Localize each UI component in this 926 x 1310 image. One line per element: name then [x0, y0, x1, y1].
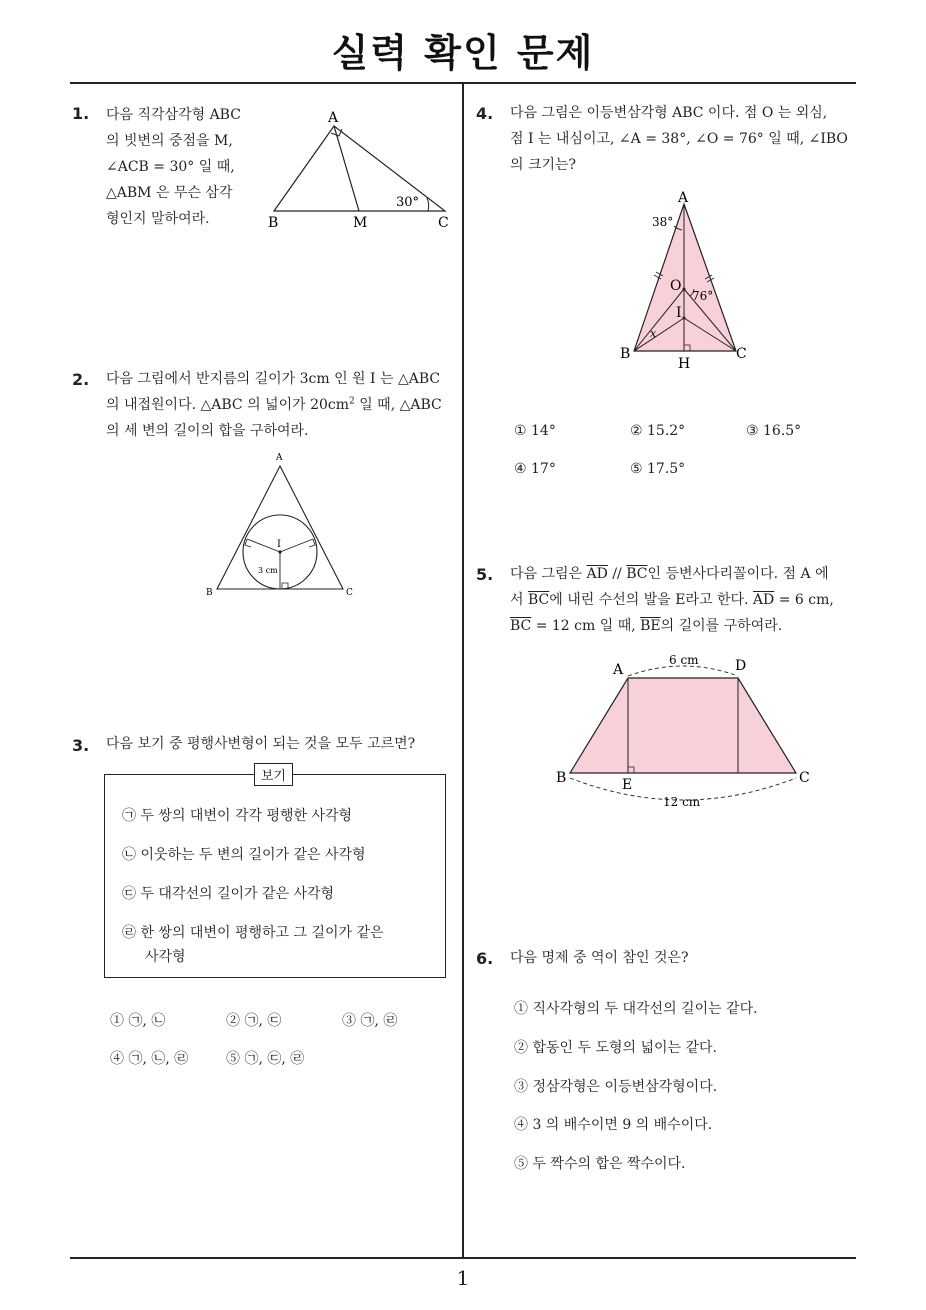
q2-line: 의 세 변의 길이의 합을 구하여라.	[106, 423, 309, 439]
q5-line	[510, 561, 860, 587]
q6-choice-2[interactable]: ② 합동인 두 도형의 넓이는 같다.	[514, 1040, 717, 1056]
q2-incircle-figure	[200, 452, 360, 598]
q5-label-b: B	[556, 770, 567, 786]
q5-segment-be: $\overline{BE}$	[640, 618, 661, 634]
q5-label-a: A	[613, 662, 624, 678]
q4-label-i: I	[676, 305, 682, 321]
q2-text	[106, 366, 456, 444]
bogi-item: 사각형	[145, 949, 186, 965]
q2-label-c: C	[346, 588, 353, 598]
q2-superscript: 2	[349, 396, 355, 407]
q5-text-part: 의 길이를 구하여라.	[660, 618, 783, 634]
q2-label-i: I	[277, 539, 281, 550]
q4-number: 4.	[476, 104, 494, 123]
q1-label-c: C	[438, 215, 449, 230]
column-divider	[462, 84, 464, 1257]
q2-label-b: B	[206, 588, 213, 598]
q4-isosceles-figure	[614, 186, 764, 376]
q4-label-c: C	[736, 346, 747, 362]
q5-line	[510, 613, 860, 639]
q2-line2-tail: 일 때, △ABC	[354, 397, 442, 413]
q6-number: 6.	[476, 949, 494, 968]
q5-segment-bc: $\overline{BC}$	[626, 566, 648, 582]
q1-number: 1.	[72, 104, 90, 123]
q6-choice-1[interactable]: ① 직사각형의 두 대각선의 길이는 같다.	[514, 1001, 758, 1017]
q3-number: 3.	[72, 736, 90, 755]
q5-text-part: = 12 cm 일 때,	[531, 618, 641, 634]
bogi-item: ㉢ 두 대각선의 길이가 같은 사각형	[122, 886, 335, 902]
q3-text: 다음 보기 중 평행사변형이 되는 것을 모두 고르면?	[106, 736, 416, 752]
q6-text: 다음 명제 중 역이 참인 것은?	[510, 950, 689, 966]
q4-choice-2[interactable]: ② 15.2°	[630, 423, 686, 439]
q5-text-part: 인 등변사다리꼴이다. 점 A 에	[647, 566, 829, 582]
q5-segment-ad: $\overline{AD}$	[586, 566, 608, 582]
q5-label-c: C	[799, 770, 810, 786]
q4-angle-x: x	[650, 327, 657, 340]
q1-label-m: M	[353, 215, 368, 230]
q1-angle-label: 30°	[396, 195, 420, 210]
q5-segment-ad: $\overline{AD}$	[752, 592, 775, 608]
q4-angle-o: 76°	[692, 289, 714, 303]
q5-bottom-length: 12 cm	[663, 795, 701, 809]
q5-text	[510, 561, 860, 639]
q5-text-part: 다음 그림은	[510, 566, 587, 582]
q5-segment-bc: $\overline{BC}$	[510, 618, 532, 634]
page-number: 1	[456, 1266, 470, 1290]
q4-label-o: O	[670, 278, 682, 294]
q5-top-length: 6 cm	[669, 653, 699, 667]
q2-label-a: A	[276, 453, 283, 463]
q2-line2-main: 의 내접원이다. △ABC 의 넓이가 20cm	[106, 397, 350, 413]
q2-radius-label: 3 cm	[258, 566, 278, 575]
q1-label-a: A	[328, 110, 339, 126]
q5-text-part: 에 내린 수선의 발을 E라고 한다.	[549, 592, 753, 608]
q1-line: △ABM 은 무슨 삼각	[106, 185, 233, 201]
bogi-item: ㉠ 두 쌍의 대변이 각각 평행한 사각형	[122, 808, 353, 824]
q4-label-a: A	[678, 190, 689, 206]
bottom-rule	[70, 1257, 856, 1259]
q6-choice-5[interactable]: ⑤ 두 짝수의 합은 짝수이다.	[514, 1156, 686, 1172]
page-title: 실력 확인 문제	[331, 31, 595, 75]
q3-choice-2[interactable]: ② ㉠, ㉢	[226, 1013, 282, 1029]
q5-trapezoid-figure	[552, 650, 822, 810]
bogi-label: 보기	[254, 763, 293, 786]
q3-choice-1[interactable]: ① ㉠, ㉡	[110, 1013, 166, 1029]
q5-text-part: 서	[510, 592, 528, 608]
q2-number: 2.	[72, 370, 90, 389]
bogi-item: ㉣ 한 쌍의 대변이 평행하고 그 길이가 같은	[122, 925, 384, 941]
q4-line: 점 I 는 내심이고, ∠A = 38°, ∠O = 76° 일 때, ∠IBO	[510, 131, 848, 147]
q4-label-h: H	[678, 356, 691, 372]
q4-line: 다음 그림은 이등변삼각형 ABC 이다. 점 O 는 외심,	[510, 105, 828, 121]
q3-choice-3[interactable]: ③ ㉠, ㉣	[342, 1013, 398, 1029]
bogi-item: ㉡ 이웃하는 두 변의 길이가 같은 사각형	[122, 847, 366, 863]
q3-choice-5[interactable]: ⑤ ㉠, ㉢, ㉣	[226, 1051, 305, 1067]
q4-choice-3[interactable]: ③ 16.5°	[746, 423, 802, 439]
q5-number: 5.	[476, 565, 494, 584]
q1-label-b: B	[268, 215, 279, 230]
q1-line: ∠ACB = 30° 일 때,	[106, 159, 235, 175]
q5-text-part: = 6 cm,	[774, 592, 834, 608]
q4-angle-a: 38°	[652, 215, 674, 229]
q3-choice-4[interactable]: ④ ㉠, ㉡, ㉣	[110, 1051, 189, 1067]
q1-line: 형인지 말하여라.	[106, 211, 210, 227]
q5-label-e: E	[622, 777, 633, 793]
q6-choice-4[interactable]: ④ 3 의 배수이면 9 의 배수이다.	[514, 1117, 713, 1133]
q2-line	[106, 392, 456, 418]
q1-line: 다음 직각삼각형 ABC	[106, 107, 241, 123]
q4-choice-4[interactable]: ④ 17°	[514, 461, 556, 477]
q4-choice-5[interactable]: ⑤ 17.5°	[630, 461, 686, 477]
q1-line: 의 빗변의 중점을 M,	[106, 133, 233, 149]
q5-parallel-sign: //	[607, 566, 627, 582]
q5-segment-bc: $\overline{BC}$	[527, 592, 550, 608]
q4-text	[510, 100, 860, 178]
q1-right-triangle-figure	[262, 106, 458, 230]
q4-line: 의 크기는?	[510, 157, 577, 173]
q4-label-b: B	[620, 346, 631, 362]
q6-choice-3[interactable]: ③ 정삼각형은 이등변삼각형이다.	[514, 1079, 718, 1095]
q4-choice-1[interactable]: ① 14°	[514, 423, 556, 439]
q2-line: 다음 그림에서 반지름의 길이가 3cm 인 원 I 는 △ABC	[106, 371, 441, 387]
q1-text	[106, 102, 241, 232]
q5-label-d: D	[735, 658, 747, 674]
q5-line	[510, 587, 860, 613]
